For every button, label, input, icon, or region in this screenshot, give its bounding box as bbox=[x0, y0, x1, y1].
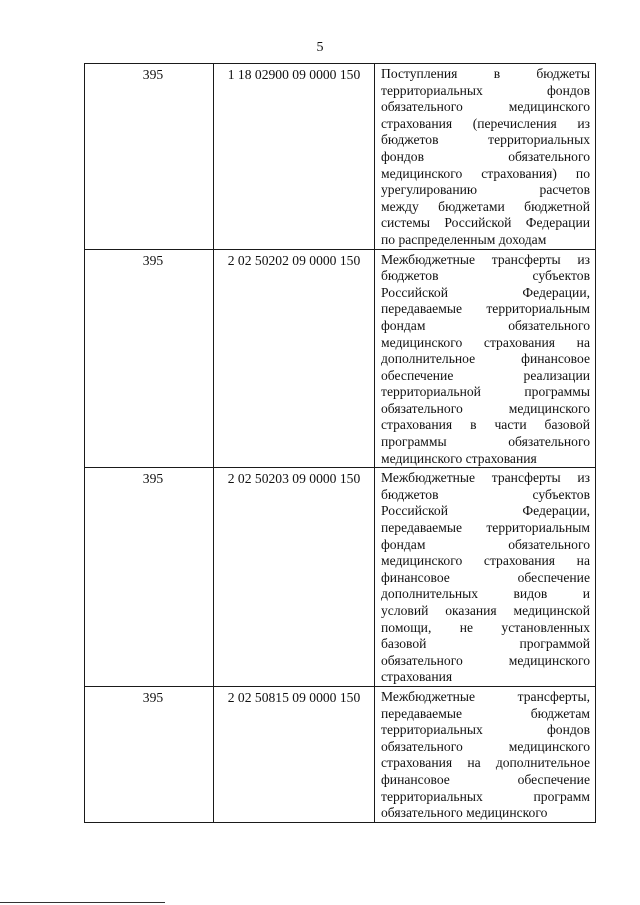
table-row bbox=[85, 64, 596, 250]
description-line: Межбюджетные трансферты из bbox=[381, 470, 590, 486]
description-line: медицинского страхования) по bbox=[381, 165, 590, 181]
description-line: территориальных фондов bbox=[381, 722, 590, 738]
description-line: обязательного медицинского bbox=[381, 99, 590, 115]
description-line: Российской Федерации, bbox=[381, 284, 590, 300]
description-line: бюджетов субъектов bbox=[381, 486, 590, 502]
description-line: базовой программой bbox=[381, 636, 590, 652]
description-line: территориальной программы bbox=[381, 384, 590, 400]
description-line: помощи, не установленных bbox=[381, 619, 590, 635]
description-line: страхования bbox=[381, 669, 453, 685]
table-row bbox=[85, 686, 596, 822]
description-line: системы Российской Федерации bbox=[381, 215, 590, 231]
income-description-cell bbox=[375, 64, 596, 250]
description-line: медицинского страхования на bbox=[381, 553, 590, 569]
description-line: финансовое обеспечение bbox=[381, 569, 590, 585]
description-line: финансовое обеспечение bbox=[381, 771, 590, 787]
description-line: бюджетов субъектов bbox=[381, 268, 590, 284]
description-line: программы обязательного bbox=[381, 434, 590, 450]
description-line: бюджетов территориальных bbox=[381, 132, 590, 148]
budget-classification-code-cell: 2 02 50203 09 0000 150 bbox=[214, 468, 375, 687]
description-line: Поступления в бюджеты bbox=[381, 66, 590, 81]
description-line: по распределенным доходам bbox=[381, 231, 547, 247]
description-line: страхования на дополнительное bbox=[381, 755, 590, 771]
table-row bbox=[85, 249, 596, 468]
admin-code-cell: 395 bbox=[85, 64, 214, 250]
footer-divider bbox=[0, 902, 165, 903]
table-body bbox=[85, 64, 596, 823]
description-line: территориальных программ bbox=[381, 788, 590, 804]
description-line: дополнительное финансовое bbox=[381, 351, 590, 367]
budget-codes-table bbox=[84, 63, 596, 823]
description-line: территориальных фондов bbox=[381, 82, 590, 98]
description-line: фондам обязательного bbox=[381, 536, 590, 552]
description-line: передаваемые территориальным bbox=[381, 301, 590, 317]
description-line: дополнительных видов и bbox=[381, 586, 590, 602]
description-line: фондов обязательного bbox=[381, 148, 590, 164]
description-line: между бюджетами бюджетной bbox=[381, 198, 590, 214]
description-line: передаваемые бюджетам bbox=[381, 705, 590, 721]
description-line: обязательного медицинского bbox=[381, 400, 590, 416]
budget-classification-code-cell: 1 18 02900 09 0000 150 bbox=[214, 64, 375, 250]
description-line: Российской Федерации, bbox=[381, 503, 590, 519]
description-line: Межбюджетные трансферты из bbox=[381, 251, 590, 267]
budget-classification-code-cell: 2 02 50815 09 0000 150 bbox=[214, 686, 375, 822]
description-line: обязательного медицинского bbox=[381, 652, 590, 668]
description-line: страхования (перечисления из bbox=[381, 115, 590, 131]
description-line: медицинского страхования на bbox=[381, 334, 590, 350]
description-line: обязательного медицинского bbox=[381, 805, 548, 821]
description-line: Межбюджетные трансферты, bbox=[381, 688, 590, 704]
description-line: медицинского страхования bbox=[381, 450, 537, 466]
description-line: урегулированию расчетов bbox=[381, 182, 590, 198]
page-number: 5 bbox=[316, 40, 324, 55]
income-description-cell bbox=[375, 468, 596, 687]
description-line: фондам обязательного bbox=[381, 317, 590, 333]
budget-classification-code-cell: 2 02 50202 09 0000 150 bbox=[214, 249, 375, 468]
description-line: условий оказания медицинской bbox=[381, 603, 590, 618]
table-row bbox=[85, 468, 596, 687]
description-line: обязательного медицинского bbox=[381, 738, 590, 754]
admin-code-cell: 395 bbox=[85, 468, 214, 687]
description-line: страхования в части базовой bbox=[381, 417, 590, 433]
description-line: обеспечение реализации bbox=[381, 367, 590, 383]
income-description-cell bbox=[375, 249, 596, 468]
admin-code-cell: 395 bbox=[85, 686, 214, 822]
income-description-cell bbox=[375, 686, 596, 822]
description-line: передаваемые территориальным bbox=[381, 520, 590, 536]
admin-code-cell: 395 bbox=[85, 249, 214, 468]
